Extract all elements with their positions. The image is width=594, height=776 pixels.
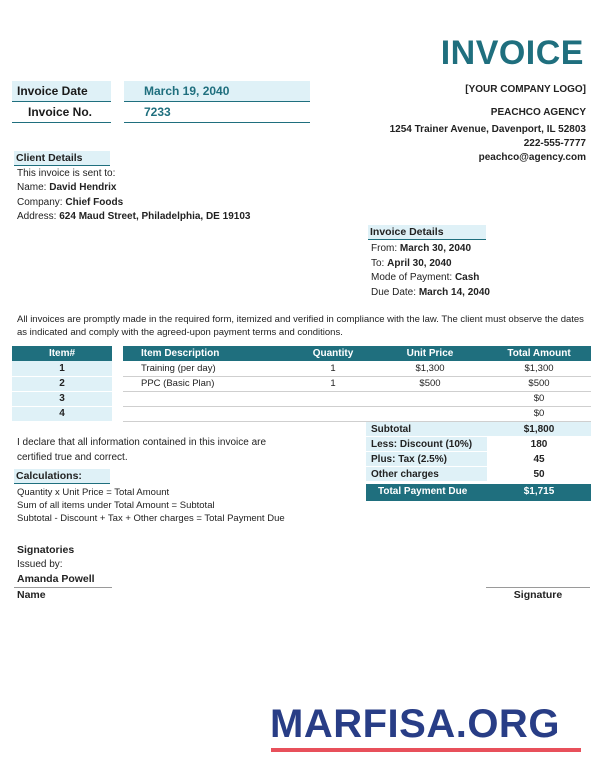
item-quantity: 1 — [293, 361, 373, 376]
item-unit-price — [373, 406, 487, 421]
name-label: Name — [17, 589, 46, 601]
item-total: $0 — [487, 406, 591, 421]
invoice-date-label: Invoice Date — [12, 81, 111, 101]
client-company: Chief Foods — [65, 197, 124, 208]
item-unit-price: $500 — [373, 376, 487, 391]
col-unit-price: Unit Price — [373, 346, 487, 361]
subtotal-label: Subtotal — [366, 422, 487, 437]
declaration-line-2: certified true and correct. — [17, 452, 128, 463]
col-quantity: Quantity — [293, 346, 373, 361]
tax-value: 45 — [487, 452, 591, 467]
tax-label: Plus: Tax (2.5%) — [366, 452, 487, 467]
total-due-value: $1,715 — [523, 486, 555, 497]
name-signature-line — [14, 587, 112, 588]
table-row — [123, 376, 591, 391]
calculations-heading: Calculations: — [14, 469, 110, 484]
company-email: peachco@agency.com — [478, 152, 586, 163]
table-row — [123, 406, 591, 421]
client-address-line — [17, 210, 250, 225]
calc-line-1: Quantity x Unit Price = Total Amount — [17, 487, 170, 498]
item-number: 1 — [12, 361, 112, 376]
item-number: 3 — [12, 391, 112, 406]
invoice-from: March 30, 2040 — [399, 243, 472, 254]
item-number: 4 — [12, 406, 112, 421]
client-name: David Hendrix — [49, 182, 117, 193]
company-name: PEACHCO AGENCY — [490, 107, 586, 118]
invoice-details-heading: Invoice Details — [368, 225, 486, 240]
invoice-no-underline — [12, 122, 111, 123]
item-description: PPC (Basic Plan) — [123, 376, 293, 391]
declaration-line-1: I declare that all information contained in this invoice are — [17, 437, 267, 448]
table-row — [123, 361, 591, 376]
col-description: Item Description — [123, 346, 293, 361]
signature-line — [486, 587, 590, 588]
item-total: $1,300 — [487, 361, 591, 376]
items-table — [123, 346, 591, 422]
client-address: 624 Maud Street, Philadelphia, DE 19103 — [59, 211, 251, 222]
due-date: March 14, 2040 — [418, 287, 490, 298]
signatories-heading: Signatories — [17, 544, 75, 556]
client-company-line — [17, 196, 123, 211]
payment-mode-label: Mode of Payment: — [371, 272, 455, 283]
table-row — [123, 391, 591, 406]
client-address-label: Address: — [17, 211, 60, 222]
item-number: 2 — [12, 376, 112, 391]
item-description: Training (per day) — [123, 361, 293, 376]
table-row — [12, 391, 112, 406]
marfisa-watermark-logo: MARFISA.ORG — [270, 702, 560, 746]
invoice-no-value: 7233 — [124, 102, 310, 122]
signature-label: Signature — [513, 589, 563, 601]
payment-mode: Cash — [454, 272, 480, 283]
other-charges-value: 50 — [487, 467, 591, 482]
item-total: $0 — [487, 391, 591, 406]
invoice-no-value-underline — [124, 122, 310, 123]
invoice-to: April 30, 2040 — [387, 258, 452, 269]
client-company-label: Company: — [17, 197, 66, 208]
table-row — [12, 361, 112, 376]
discount-value: 180 — [487, 437, 591, 452]
signer-name: Amanda Powell — [17, 573, 95, 585]
col-total-amount: Total Amount — [487, 346, 591, 361]
terms-notice: All invoices are promptly made in the required form, itemized and verified in compliance with the law. The client must observe the dates as indicated and comply with the agreed-upon payment terms and conditions. — [17, 314, 584, 338]
calc-line-3: Subtotal - Discount + Tax + Other charges = Total Payment Due — [17, 513, 285, 524]
issued-by-label: Issued by: — [17, 559, 63, 570]
client-intro: This invoice is sent to: — [17, 168, 116, 179]
item-number-header: Item# — [12, 346, 112, 361]
item-number-table — [12, 346, 112, 422]
other-charges-label: Other charges — [366, 467, 487, 482]
company-phone: 222-555-7777 — [523, 138, 586, 149]
client-name-line — [17, 181, 116, 196]
item-quantity: 1 — [293, 376, 373, 391]
item-total: $500 — [487, 376, 591, 391]
table-row — [12, 376, 112, 391]
item-unit-price: $1,300 — [373, 361, 487, 376]
invoice-no-label: Invoice No. — [12, 102, 111, 122]
invoice-title: INVOICE — [440, 34, 584, 72]
subtotal-value: $1,800 — [487, 422, 591, 437]
total-due-label: Total Payment Due — [378, 486, 468, 497]
client-name-label: Name: — [17, 182, 50, 193]
item-description — [123, 391, 293, 406]
discount-label: Less: Discount (10%) — [366, 437, 487, 452]
calc-line-2: Sum of all items under Total Amount = Subtotal — [17, 500, 215, 511]
item-description — [123, 406, 293, 421]
company-logo-placeholder: [YOUR COMPANY LOGO] — [465, 84, 586, 95]
company-address: 1254 Trainer Avenue, Davenport, IL 52803 — [389, 124, 586, 135]
item-quantity — [293, 406, 373, 421]
invoice-date-value: March 19, 2040 — [124, 81, 310, 101]
due-date-label: Due Date: — [371, 287, 419, 298]
invoice-to-label: To: — [371, 258, 388, 269]
invoice-from-line — [371, 242, 471, 257]
watermark-underline — [271, 748, 581, 752]
payment-mode-line — [371, 271, 479, 286]
item-quantity — [293, 391, 373, 406]
table-row — [12, 406, 112, 421]
due-date-line — [371, 286, 490, 301]
invoice-to-line — [371, 257, 452, 272]
item-unit-price — [373, 391, 487, 406]
client-details-heading: Client Details — [14, 151, 110, 166]
invoice-from-label: From: — [371, 243, 400, 254]
